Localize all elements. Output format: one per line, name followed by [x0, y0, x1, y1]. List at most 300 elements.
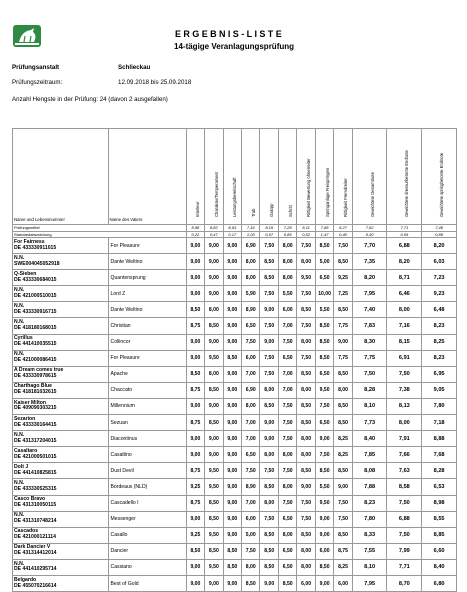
- score-cell: 8,00: [297, 334, 315, 350]
- score-cell: 9,00: [223, 302, 241, 318]
- horse-name-cell: [13, 543, 109, 559]
- column-header-label: Gewichtete dressurbetonte Endnote: [404, 150, 410, 217]
- stat-value: 8,82: [205, 225, 223, 232]
- score-cell: 6,90: [242, 382, 260, 398]
- total-score-cell: 6,88: [387, 238, 422, 254]
- score-cell: 8,00: [278, 479, 296, 495]
- logo: [12, 24, 42, 48]
- score-cell: 9,00: [186, 398, 204, 414]
- score-cell: 7,00: [278, 382, 296, 398]
- sire-name: Bordeaux (NLD): [108, 479, 186, 495]
- horse-name: N.N.: [14, 480, 25, 487]
- horse-name-cell: [13, 495, 109, 511]
- score-cell: 8,00: [278, 254, 296, 270]
- total-score-cell: 8,55: [422, 511, 457, 527]
- column-header-name: Name und Lebensnummer: [13, 129, 109, 225]
- horse-name-cell: [13, 431, 109, 447]
- horse-life-number: DE 433330164415: [14, 421, 57, 428]
- score-cell: 8,50: [315, 463, 333, 479]
- score-cell: 7,50: [278, 431, 296, 447]
- total-score-cell: 7,23: [422, 270, 457, 286]
- horse-name: A Dream comes true: [14, 367, 64, 374]
- stat-value: 0,30: [352, 231, 387, 238]
- column-header-label: Leistungsbereitschaft: [232, 177, 238, 217]
- score-cell: 8,75: [186, 415, 204, 431]
- total-score-cell: 6,60: [422, 543, 457, 559]
- score-cell: 6,50: [278, 350, 296, 366]
- column-header-row: [13, 129, 457, 225]
- stat-value: 0,57: [260, 231, 278, 238]
- score-cell: 8,00: [260, 447, 278, 463]
- total-score-cell: 8,00: [387, 302, 422, 318]
- score-cell: 10,00: [315, 286, 333, 302]
- score-cell: 9,00: [315, 431, 333, 447]
- horse-name: N.N.: [14, 303, 25, 310]
- total-score-cell: 8,23: [352, 495, 387, 511]
- score-cell: 8,00: [242, 270, 260, 286]
- score-cell: 8,75: [186, 382, 204, 398]
- stat-value: 7,48: [422, 225, 457, 232]
- sire-name: Dante Weltino: [108, 302, 186, 318]
- horse-name: N.N.: [14, 431, 25, 438]
- column-header: [260, 129, 278, 225]
- score-cell: 9,00: [260, 334, 278, 350]
- score-cell: 6,00: [334, 575, 352, 591]
- sire-name: Collincor: [108, 334, 186, 350]
- total-score-cell: 7,18: [422, 415, 457, 431]
- sire-name: Dante Weltino: [108, 254, 186, 270]
- horse-name-cell: [13, 302, 109, 318]
- score-cell: 7,00: [242, 495, 260, 511]
- horse-name: For Fairness: [14, 238, 45, 245]
- horse-name-cell: [13, 479, 109, 495]
- score-cell: 6,50: [278, 543, 296, 559]
- table-row: [13, 302, 457, 318]
- score-cell: 9,50: [205, 463, 223, 479]
- stat-value: 7,16: [242, 225, 260, 232]
- score-cell: 8,00: [278, 447, 296, 463]
- column-header-total: [387, 129, 422, 225]
- horse-name-cell: [13, 350, 109, 366]
- table-row: [13, 463, 457, 479]
- horse-name-cell: [13, 270, 109, 286]
- score-cell: 8,00: [205, 302, 223, 318]
- horse-name-cell: [13, 366, 109, 382]
- results-table: [12, 128, 457, 592]
- sire-name: Messenger: [108, 511, 186, 527]
- table-row: [13, 447, 457, 463]
- score-cell: 8,75: [334, 543, 352, 559]
- column-header-label: Interieur: [195, 201, 201, 217]
- score-cell: 7,00: [278, 318, 296, 334]
- total-score-cell: 7,73: [352, 415, 387, 431]
- horse-life-number: DE 433330911015: [14, 244, 57, 251]
- document-subtitle: 14-tägige Veranlagungsprüfung: [174, 42, 295, 51]
- stat-value: 7,68: [315, 225, 333, 232]
- horse-name: Belgardo: [14, 576, 37, 583]
- score-cell: 7,50: [260, 366, 278, 382]
- table-row: [13, 366, 457, 382]
- score-cell: 8,50: [260, 543, 278, 559]
- score-cell: 8,00: [297, 447, 315, 463]
- horse-name-cell: [13, 382, 109, 398]
- table-row: [13, 511, 457, 527]
- horse-name: Dark Dancier V: [14, 544, 51, 551]
- stat-value: 1,47: [315, 231, 333, 238]
- column-header-label: Springanlage Freispringen: [324, 167, 330, 217]
- score-cell: 9,00: [223, 527, 241, 543]
- column-header-label: Schritt: [287, 205, 293, 217]
- total-score-cell: 7,71: [387, 559, 422, 575]
- horse-name-cell: [13, 415, 109, 431]
- column-header: [223, 129, 241, 225]
- column-header-label: Galopp: [269, 203, 275, 217]
- score-cell: 8,50: [297, 302, 315, 318]
- total-score-cell: 8,23: [422, 318, 457, 334]
- period-label: Prüfungszeitraum:: [12, 79, 63, 86]
- score-cell: 8,50: [205, 382, 223, 398]
- score-cell: 7,50: [297, 238, 315, 254]
- horse-life-number: DE 431314412014: [14, 550, 57, 557]
- total-score-cell: 8,00: [387, 415, 422, 431]
- score-cell: 9,50: [205, 350, 223, 366]
- score-cell: 9,00: [223, 479, 241, 495]
- horse-name: N.N.: [14, 351, 25, 358]
- horse-name-cell: [13, 286, 109, 302]
- score-cell: 8,50: [260, 527, 278, 543]
- total-score-cell: 8,15: [387, 334, 422, 350]
- score-cell: 8,50: [334, 527, 352, 543]
- total-score-cell: 8,40: [352, 431, 387, 447]
- horse-life-number: SWE004045052918: [14, 260, 60, 267]
- score-cell: 8,00: [242, 398, 260, 414]
- stat-value: 8,16: [260, 225, 278, 232]
- horse-life-number: DE 441410035515: [14, 341, 57, 348]
- column-header: [278, 129, 296, 225]
- table-row: [13, 350, 457, 366]
- score-cell: 9,00: [223, 431, 241, 447]
- score-cell: 8,90: [242, 479, 260, 495]
- horse-name: N.N.: [14, 560, 25, 567]
- total-score-cell: 7,38: [387, 382, 422, 398]
- score-cell: 8,50: [260, 559, 278, 575]
- score-cell: 9,00: [186, 270, 204, 286]
- score-cell: 7,50: [334, 495, 352, 511]
- score-cell: 7,50: [278, 495, 296, 511]
- horse-name: N.N.: [14, 254, 25, 261]
- score-cell: 7,25: [334, 286, 352, 302]
- score-cell: 7,50: [315, 447, 333, 463]
- score-cell: 9,00: [186, 254, 204, 270]
- score-cell: 9,00: [223, 575, 241, 591]
- total-score-cell: 8,20: [352, 270, 387, 286]
- total-score-cell: 8,70: [387, 575, 422, 591]
- score-cell: 7,50: [334, 238, 352, 254]
- table-row: [13, 527, 457, 543]
- score-cell: 7,50: [297, 286, 315, 302]
- total-score-cell: 8,23: [422, 350, 457, 366]
- sire-name: Millennium: [108, 398, 186, 414]
- horse-life-number: DE 418181032615: [14, 389, 57, 396]
- total-score-cell: 8,88: [422, 431, 457, 447]
- table-row: [13, 382, 457, 398]
- score-cell: 8,00: [242, 254, 260, 270]
- column-header: [315, 129, 333, 225]
- total-score-cell: 7,63: [387, 463, 422, 479]
- horse-life-number: DE 421000501015: [14, 453, 57, 460]
- score-cell: 8,25: [334, 559, 352, 575]
- total-score-cell: 8,28: [422, 463, 457, 479]
- score-cell: 9,00: [223, 366, 241, 382]
- table-row: [13, 270, 457, 286]
- score-cell: 8,50: [205, 511, 223, 527]
- score-cell: 8,75: [186, 318, 204, 334]
- score-cell: 9,00: [186, 350, 204, 366]
- stat-value: 8,11: [297, 225, 315, 232]
- horse-name: Cascados: [14, 528, 39, 535]
- stat-value: 0,47: [205, 231, 223, 238]
- score-cell: 8,50: [223, 543, 241, 559]
- horse-life-number: DE 431317204015: [14, 437, 57, 444]
- score-cell: 7,50: [260, 463, 278, 479]
- score-cell: 8,90: [242, 302, 260, 318]
- horse-name: N.N.: [14, 286, 25, 293]
- column-header-label: Gewichtete springbetonte Endnote: [439, 152, 445, 217]
- score-cell: 9,00: [205, 431, 223, 447]
- sire-name: Chaccato: [108, 382, 186, 398]
- horse-life-number: DE 421000510015: [14, 292, 57, 299]
- score-cell: 9,00: [260, 302, 278, 318]
- score-cell: 8,00: [278, 238, 296, 254]
- score-cell: 8,50: [186, 543, 204, 559]
- horse-life-number: DE 433330684015: [14, 276, 57, 283]
- score-cell: 6,90: [242, 238, 260, 254]
- score-cell: 8,50: [278, 575, 296, 591]
- column-header-label: Rittigkeit Fremdreiter: [343, 178, 349, 217]
- score-cell: 5,00: [315, 254, 333, 270]
- score-cell: 9,00: [315, 575, 333, 591]
- score-cell: 9,00: [186, 334, 204, 350]
- score-cell: 8,50: [315, 334, 333, 350]
- score-cell: 9,50: [205, 559, 223, 575]
- total-score-cell: 7,95: [352, 575, 387, 591]
- score-cell: 8,50: [260, 270, 278, 286]
- score-cell: 8,50: [315, 318, 333, 334]
- horse-name: Casco Bravo: [14, 496, 46, 503]
- horse-name-cell: [13, 238, 109, 254]
- sire-name: Sezuan: [108, 415, 186, 431]
- score-cell: 7,00: [278, 366, 296, 382]
- horse-name: Casaltaro: [14, 447, 38, 454]
- horse-name-cell: [13, 318, 109, 334]
- score-cell: 7,50: [260, 350, 278, 366]
- score-cell: 9,00: [223, 254, 241, 270]
- score-cell: 7,50: [278, 415, 296, 431]
- document-title: ERGEBNIS-LISTE: [175, 29, 285, 39]
- score-cell: 8,50: [297, 415, 315, 431]
- score-cell: 8,75: [186, 495, 204, 511]
- score-cell: 6,00: [297, 575, 315, 591]
- score-cell: 8,50: [315, 559, 333, 575]
- score-cell: 9,00: [223, 511, 241, 527]
- horse-name: N.N.: [14, 512, 25, 519]
- score-cell: 5,50: [315, 302, 333, 318]
- horse-life-number: DE 418180168015: [14, 325, 57, 332]
- horse-life-number: DE 421000121114: [14, 534, 56, 541]
- score-cell: 8,50: [315, 238, 333, 254]
- score-cell: 6,50: [278, 511, 296, 527]
- horse-life-number: DE 431310050115: [14, 502, 57, 509]
- total-score-cell: 8,13: [387, 398, 422, 414]
- column-header: [297, 129, 315, 225]
- table-row: [13, 286, 457, 302]
- stallion-count: Anzahl Hengste in der Prüfung: 24 (davon 2 ausgefallen): [12, 96, 168, 103]
- horse-life-number: DE 433330916715: [14, 308, 57, 315]
- total-score-cell: 6,03: [422, 254, 457, 270]
- total-score-cell: 7,91: [387, 431, 422, 447]
- total-score-cell: 8,10: [352, 559, 387, 575]
- total-score-cell: 6,88: [387, 511, 422, 527]
- horse-name: Dolt J: [14, 463, 29, 470]
- score-cell: 5,50: [315, 479, 333, 495]
- horse-life-number: DE 441410825815: [14, 469, 57, 476]
- total-score-cell: 7,40: [352, 302, 387, 318]
- table-row: [13, 415, 457, 431]
- score-cell: 9,25: [186, 527, 204, 543]
- score-cell: 6,00: [278, 302, 296, 318]
- place-value: Schlieckau: [118, 64, 151, 71]
- score-cell: 8,50: [223, 559, 241, 575]
- score-cell: 7,50: [278, 463, 296, 479]
- score-cell: 7,50: [260, 318, 278, 334]
- total-score-cell: 8,40: [422, 559, 457, 575]
- score-cell: 9,00: [205, 270, 223, 286]
- score-cell: 9,00: [205, 398, 223, 414]
- score-cell: 9,00: [186, 511, 204, 527]
- stat-value: 0,85: [278, 231, 296, 238]
- score-cell: 9,00: [205, 334, 223, 350]
- score-cell: 9,00: [334, 334, 352, 350]
- score-cell: 8,50: [334, 254, 352, 270]
- score-cell: 8,50: [205, 495, 223, 511]
- score-cell: 7,00: [242, 366, 260, 382]
- period-value: 12.09.2018 bis 25.09.2018: [118, 79, 192, 86]
- score-cell: 9,00: [223, 382, 241, 398]
- score-cell: 8,00: [260, 495, 278, 511]
- horse-name-cell: [13, 398, 109, 414]
- score-cell: 8,50: [260, 254, 278, 270]
- column-header-label: Trab: [250, 208, 256, 217]
- stat-value: 0,17: [223, 231, 241, 238]
- score-cell: 6,50: [315, 415, 333, 431]
- score-cell: 8,50: [205, 415, 223, 431]
- score-cell: 7,50: [242, 543, 260, 559]
- total-score-cell: 7,88: [352, 479, 387, 495]
- table-row: [13, 559, 457, 575]
- column-header: [334, 129, 352, 225]
- score-cell: 8,00: [297, 431, 315, 447]
- score-cell: 7,50: [278, 334, 296, 350]
- table-row: [13, 318, 457, 334]
- stat-value: 0,88: [422, 231, 457, 238]
- total-score-cell: 7,50: [387, 527, 422, 543]
- score-cell: 9,00: [205, 286, 223, 302]
- score-cell: 6,00: [315, 543, 333, 559]
- horse-name-cell: [13, 511, 109, 527]
- score-cell: 9,00: [186, 286, 204, 302]
- total-score-cell: 8,71: [387, 270, 422, 286]
- score-cell: 8,50: [205, 543, 223, 559]
- stat-value: 8,27: [334, 225, 352, 232]
- stat-value: 7,92: [352, 225, 387, 232]
- total-score-cell: 8,85: [422, 527, 457, 543]
- table-row: [13, 398, 457, 414]
- score-cell: 9,00: [297, 479, 315, 495]
- score-cell: 9,00: [205, 447, 223, 463]
- column-header-label: Gewichtete Gesamtnote: [369, 172, 375, 217]
- horse-name: Kaiser Milton: [14, 399, 46, 406]
- total-score-cell: 7,95: [352, 286, 387, 302]
- sire-name: For Pleasure: [108, 238, 186, 254]
- score-cell: 9,00: [186, 575, 204, 591]
- score-cell: 8,00: [297, 254, 315, 270]
- score-cell: 8,50: [260, 479, 278, 495]
- score-cell: 7,50: [260, 286, 278, 302]
- score-cell: 9,00: [223, 447, 241, 463]
- score-cell: 8,00: [334, 382, 352, 398]
- stat-value: 8,98: [186, 225, 204, 232]
- horse-name-cell: [13, 575, 109, 591]
- horse-life-number: DE 455070216614: [14, 582, 57, 589]
- score-cell: 8,25: [334, 447, 352, 463]
- total-score-cell: 6,48: [422, 302, 457, 318]
- column-header-total: [422, 129, 457, 225]
- score-cell: 7,50: [297, 511, 315, 527]
- total-score-cell: 7,16: [387, 318, 422, 334]
- total-score-cell: 6,53: [422, 479, 457, 495]
- table-row: [13, 431, 457, 447]
- horse-life-number: DE 421000086415: [14, 357, 57, 364]
- total-score-cell: 8,58: [387, 479, 422, 495]
- table-row: [13, 254, 457, 270]
- score-cell: 8,00: [242, 559, 260, 575]
- score-cell: 9,00: [223, 334, 241, 350]
- total-score-cell: 7,75: [352, 350, 387, 366]
- total-score-cell: 8,20: [387, 254, 422, 270]
- score-cell: 6,50: [242, 447, 260, 463]
- total-score-cell: 7,50: [387, 366, 422, 382]
- sire-name: Dancier: [108, 543, 186, 559]
- score-cell: 8,00: [297, 382, 315, 398]
- score-cell: 5,50: [278, 286, 296, 302]
- score-cell: 7,50: [334, 511, 352, 527]
- score-cell: 9,00: [186, 559, 204, 575]
- score-cell: 8,50: [223, 350, 241, 366]
- horse-name: Q-Sieben: [14, 270, 37, 277]
- horse-name-cell: [13, 559, 109, 575]
- score-cell: 6,50: [242, 318, 260, 334]
- table-row: [13, 495, 457, 511]
- sire-name: Casaltino: [108, 447, 186, 463]
- sire-name: For Pleasure: [108, 350, 186, 366]
- table-row: [13, 479, 457, 495]
- sire-name: Lord Z: [108, 286, 186, 302]
- sire-name: Diacontinus: [108, 431, 186, 447]
- horse-name: Sezarion: [14, 415, 36, 422]
- score-cell: 9,25: [186, 479, 204, 495]
- total-score-cell: 9,23: [422, 286, 457, 302]
- score-cell: 9,00: [223, 286, 241, 302]
